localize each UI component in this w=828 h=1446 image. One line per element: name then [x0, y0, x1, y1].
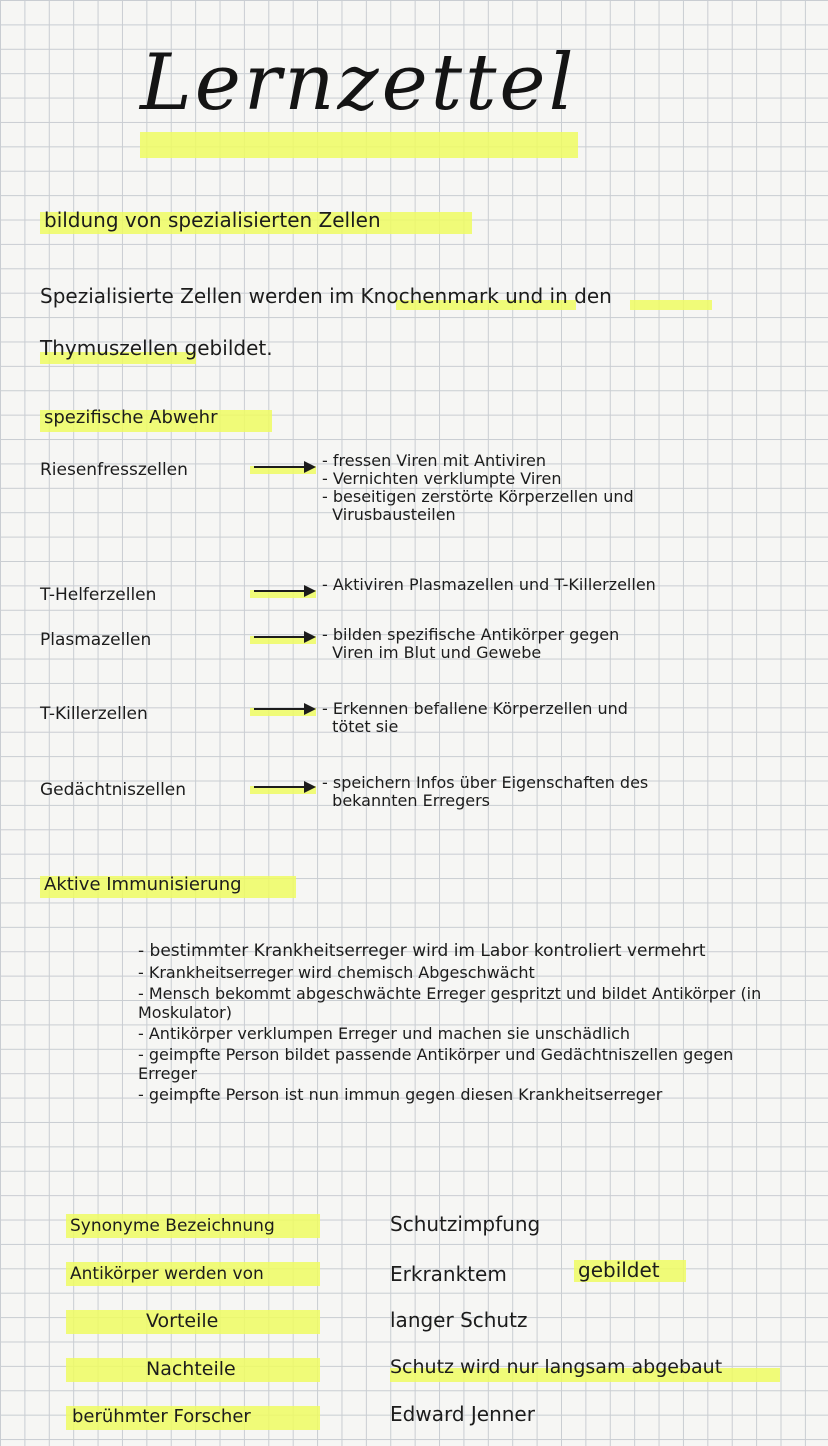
arrow-icon — [254, 780, 316, 794]
highlight-in-den — [630, 300, 712, 310]
cell-desc-plasmazellen — [322, 626, 742, 662]
cell-label-gedaechtniszellen: Gedächtniszellen — [40, 780, 187, 800]
desc-line: - Erkennen befallene Körperzellen und tötet sie — [322, 699, 628, 736]
desc-line: - speichern Infos über Eigenschaften des bekannten Erregers — [322, 773, 649, 810]
desc-line: - bilden spezifische Antikörper gegen Viren im Blut und Gewebe — [322, 625, 620, 662]
arrow-icon — [254, 630, 316, 644]
section1-heading: bildung von spezialisierten Zellen — [44, 208, 381, 232]
page-title: Lernzettel — [140, 38, 577, 128]
desc-line: - fressen Viren mit Antiviren - Vernichten verklumpte Viren - beseitigen zerstörte Körperzellen und Virusbausteilen — [322, 451, 634, 524]
arrow-icon — [254, 702, 316, 716]
arrow-icon — [254, 460, 316, 474]
section1-text-line1: Spezialisierte Zellen werden im Knochenmark und in den — [40, 284, 612, 308]
table-label-forscher: berühmter Forscher — [72, 1406, 251, 1427]
cell-label-plasmazellen: Plasmazellen — [40, 630, 152, 650]
bullet-item: - Krankheitserreger wird chemisch Abgeschwächt — [138, 963, 535, 982]
bullet-item: - Mensch bekommt abgeschwächte Erreger gespritzt und bildet Antikörper (in Moskulator) — [138, 984, 762, 1022]
cell-label-t-helferzellen: T-Helferzellen — [40, 585, 157, 605]
table-value-synonyme: Schutzimpfung — [390, 1212, 541, 1236]
cell-label-riesenfresszellen: Riesenfresszellen — [40, 460, 188, 480]
cell-desc-gedaechtniszellen — [322, 774, 742, 810]
table-label-antikoerper: Antikörper werden von — [70, 1264, 264, 1284]
cell-desc-riesenfresszellen — [322, 452, 722, 524]
table-value-forscher: Edward Jenner — [390, 1402, 535, 1426]
cell-desc-t-killerzellen — [322, 700, 742, 736]
immunization-bullets — [138, 942, 778, 1104]
bullet-item: - geimpfte Person ist nun immun gegen diesen Krankheitserreger — [138, 1085, 663, 1104]
arrow-icon — [254, 584, 316, 598]
section3-heading: Aktive Immunisierung — [44, 874, 242, 895]
section2-heading: spezifische Abwehr — [44, 407, 218, 428]
cell-desc-t-helferzellen — [322, 576, 742, 594]
table-value-vorteile: langer Schutz — [390, 1308, 528, 1332]
table-label-vorteile: Vorteile — [146, 1310, 219, 1332]
table-label-nachteile: Nachteile — [146, 1358, 236, 1380]
bullet-item: - geimpfte Person bildet passende Antikörper und Gedächtniszellen gegen Erreger — [138, 1045, 734, 1083]
bullet-item: - bestimmter Krankheitserreger wird im Labor kontroliert vermehrt — [138, 941, 706, 961]
section1-text-line2: Thymuszellen gebildet. — [40, 336, 273, 360]
bullet-item: - Antikörper verklumpen Erreger und machen sie unschädlich — [138, 1024, 631, 1043]
table-value-nachteile: Schutz wird nur langsam abgebaut — [390, 1356, 723, 1378]
title-highlight — [140, 132, 578, 158]
cell-label-t-killerzellen: T-Killerzellen — [40, 704, 148, 724]
table-value-antikoerper: Erkranktem — [390, 1262, 507, 1286]
table-label-synonyme: Synonyme Bezeichnung — [70, 1216, 275, 1236]
desc-line: - Aktiviren Plasmazellen und T-Killerzellen — [322, 575, 656, 594]
table-extra-gebildet: gebildet — [578, 1258, 660, 1282]
